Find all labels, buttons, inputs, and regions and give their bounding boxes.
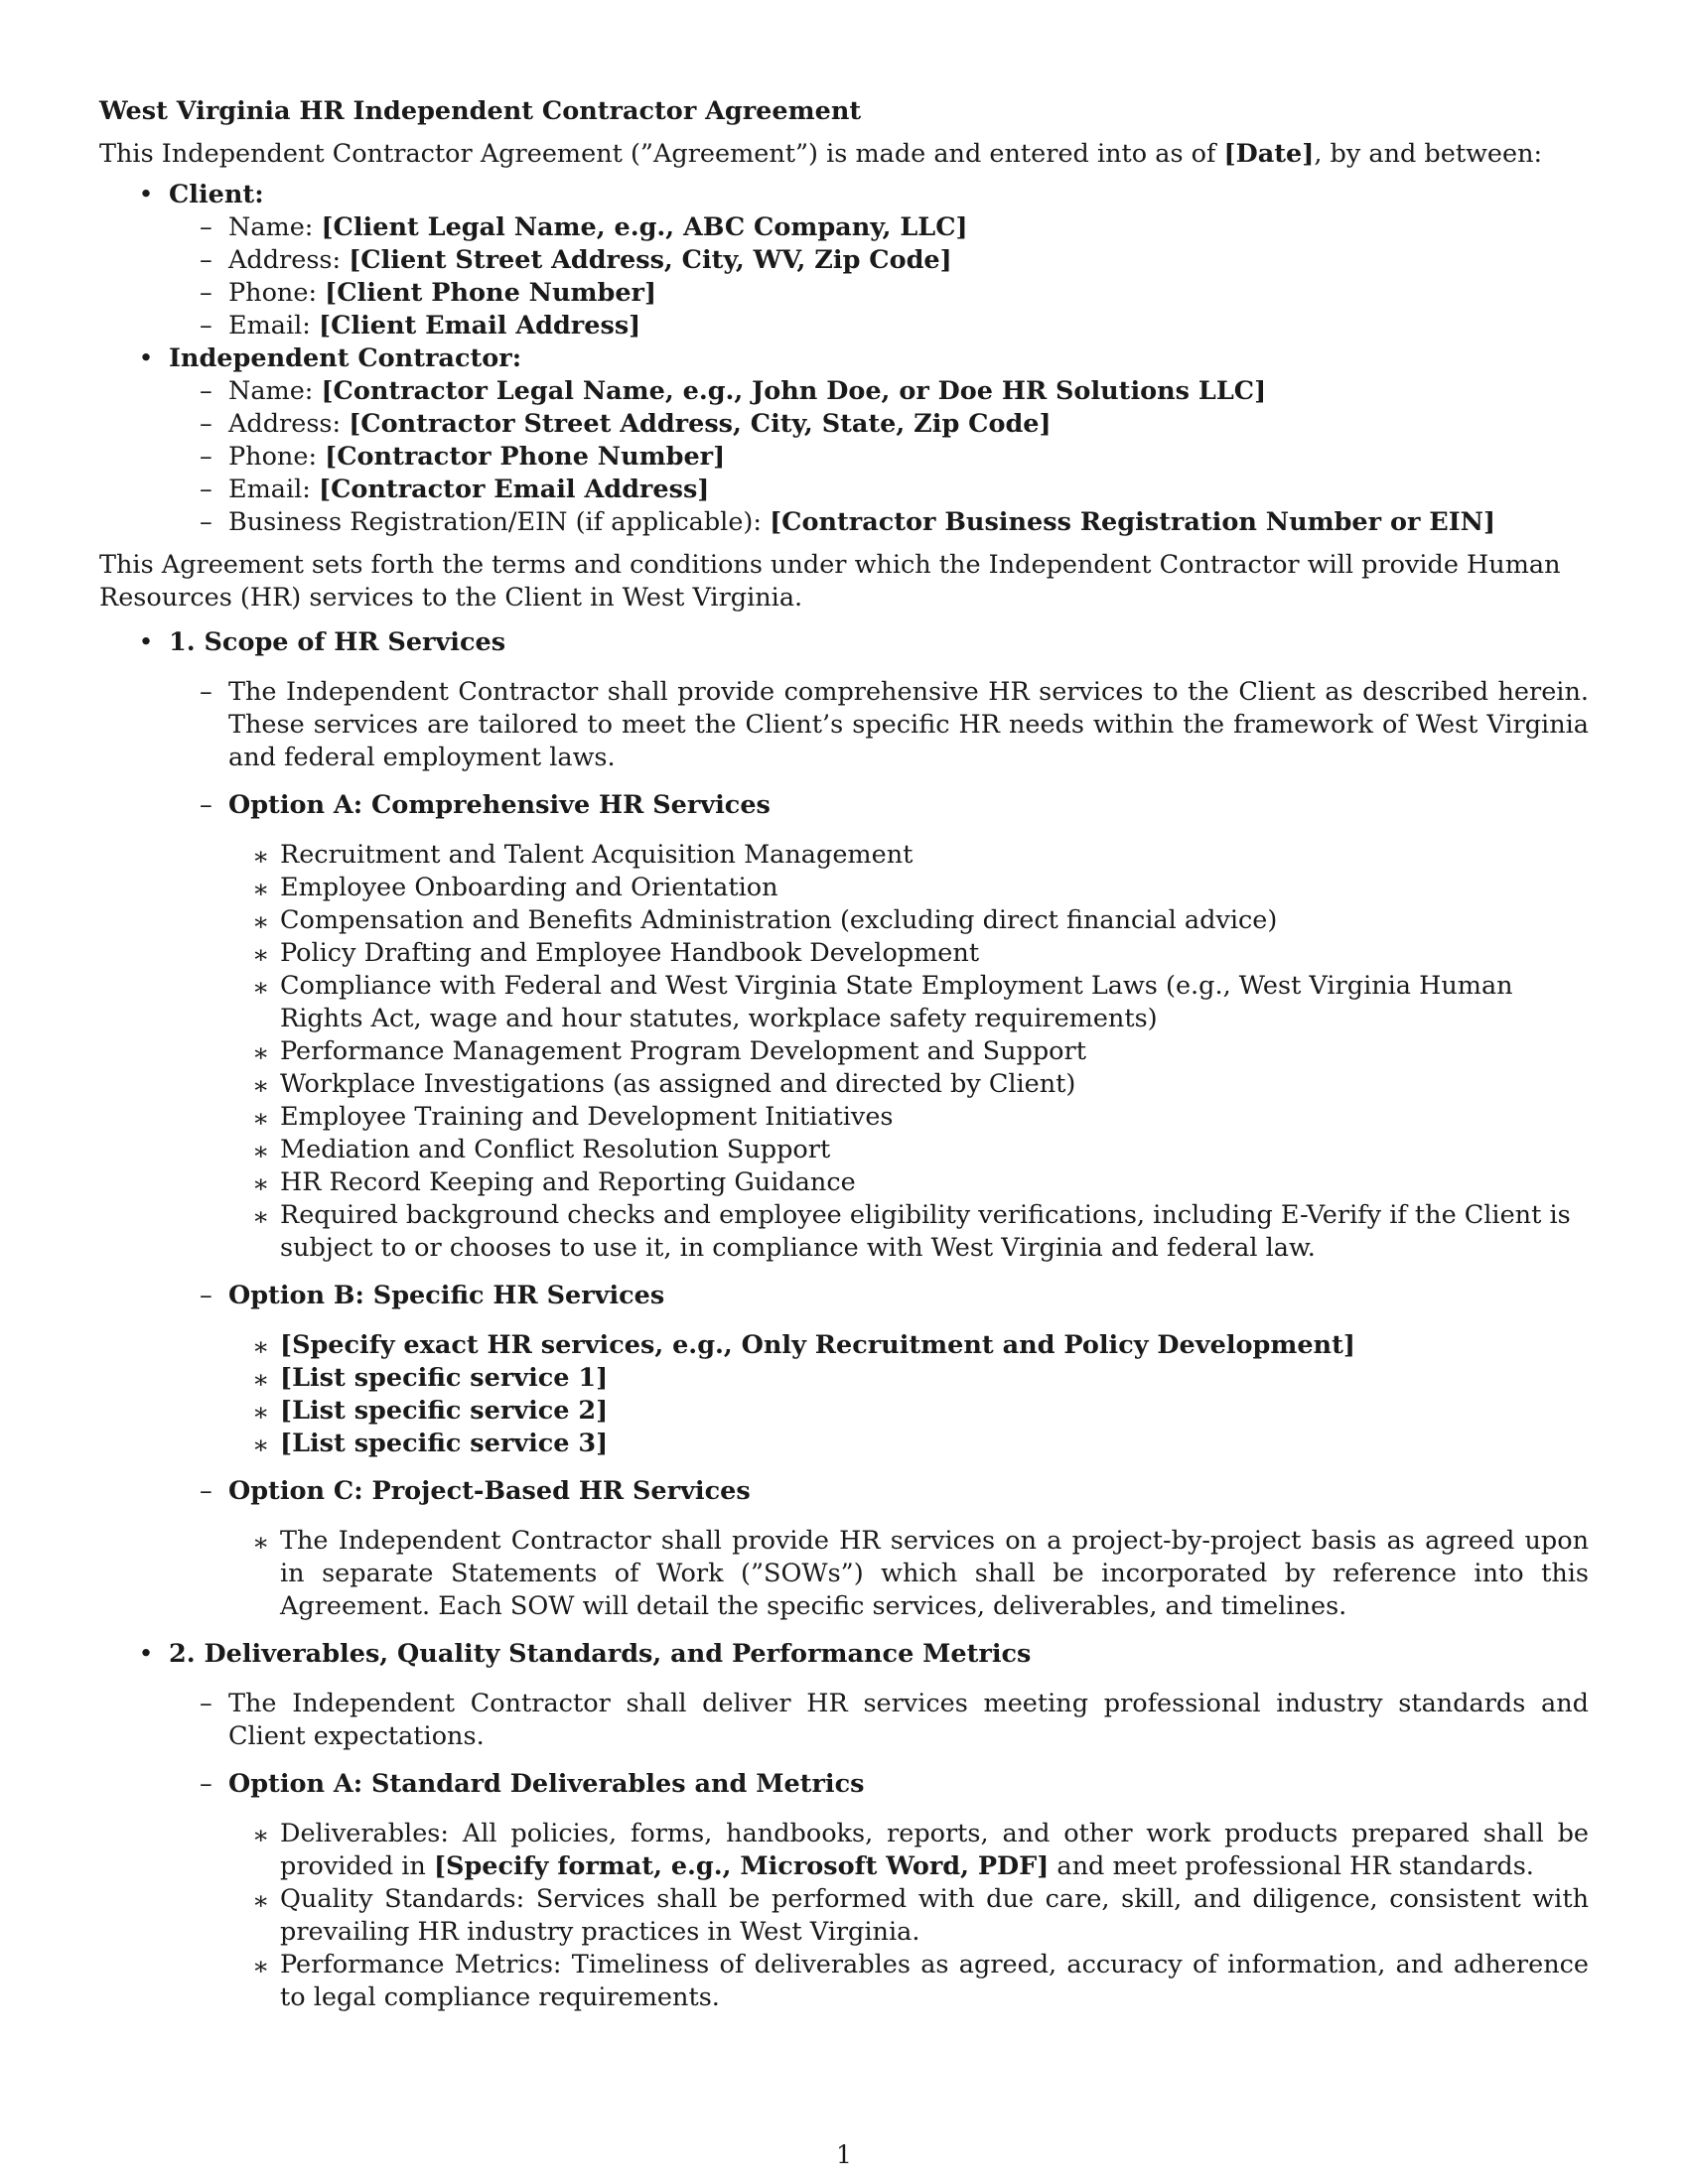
client-address-field bbox=[200, 244, 1589, 277]
field-label: Name: bbox=[228, 212, 322, 242]
field-value: [Contractor Legal Name, e.g., John Doe, or Doe HR Solutions LLC] bbox=[321, 376, 1267, 406]
field-label: Name: bbox=[228, 376, 322, 406]
item-text: [List specific service 2] bbox=[280, 1396, 609, 1426]
item-text: Performance Metrics: Timeliness of deliverables as agreed, accuracy of information, and adherence to legal compliance requirements. bbox=[280, 1950, 1589, 2012]
item-text: Performance Management Program Development and Support bbox=[280, 1036, 1086, 1066]
asterisk-icon: ∗ bbox=[252, 1202, 270, 1232]
list-item bbox=[252, 1395, 1589, 1428]
bullet-icon: • bbox=[138, 1639, 154, 1669]
option-c bbox=[200, 1475, 1589, 1623]
dash-icon: – bbox=[200, 507, 212, 537]
field-label: Address: bbox=[228, 409, 350, 439]
list-item bbox=[252, 1525, 1589, 1623]
intro-paragraph bbox=[99, 138, 1589, 171]
asterisk-icon: ∗ bbox=[252, 1821, 270, 1850]
field-label: Email: bbox=[228, 311, 320, 341]
option-items bbox=[228, 1818, 1589, 2014]
asterisk-icon: ∗ bbox=[252, 1365, 270, 1395]
option-items bbox=[228, 839, 1589, 1265]
field-label: Phone: bbox=[228, 442, 326, 472]
field-value: [Contractor Business Registration Number or EIN] bbox=[770, 507, 1496, 537]
intro-text: This Independent Contractor Agreement (”Agreement”) is made and entered into as of bbox=[99, 139, 1224, 169]
dash-icon: – bbox=[200, 790, 212, 820]
list-item bbox=[252, 1101, 1589, 1134]
client-phone-field bbox=[200, 277, 1589, 310]
item-text: [Specify exact HR services, e.g., Only Recruitment and Policy Development] bbox=[280, 1330, 1355, 1360]
item-text: and meet professional HR standards. bbox=[1049, 1851, 1534, 1881]
field-value: [Client Email Address] bbox=[319, 311, 641, 341]
asterisk-icon: ∗ bbox=[252, 1431, 270, 1460]
item-text: Required background checks and employee eligibility verifications, including E-Verify if the Client is subject to or chooses to use it, in compliance with West Virginia and federal law. bbox=[280, 1200, 1571, 1263]
asterisk-icon: ∗ bbox=[252, 907, 270, 937]
asterisk-icon: ∗ bbox=[252, 1169, 270, 1199]
list-item bbox=[252, 1166, 1589, 1199]
dash-icon: – bbox=[200, 278, 212, 308]
option-heading: Option A: Standard Deliverables and Metrics bbox=[228, 1769, 865, 1799]
item-text: Quality Standards: Services shall be performed with due care, skill, and diligence, consistent with prevailing HR industry practices in West Virginia. bbox=[280, 1884, 1589, 1947]
client-fields bbox=[169, 211, 1589, 342]
date-placeholder: [Date] bbox=[1223, 139, 1315, 169]
list-item bbox=[252, 1199, 1589, 1265]
section-scope bbox=[138, 626, 1589, 1623]
field-value: [Client Legal Name, e.g., ABC Company, LLC] bbox=[321, 212, 968, 242]
dash-icon: – bbox=[200, 409, 212, 439]
purpose-paragraph: This Agreement sets forth the terms and conditions under which the Independent Contractor will provide Human Resources (HR) services to the Client in West Virginia. bbox=[99, 550, 1561, 613]
document-page bbox=[99, 95, 1589, 2029]
dash-icon: – bbox=[200, 1689, 212, 1718]
asterisk-icon: ∗ bbox=[252, 1528, 270, 1558]
asterisk-icon: ∗ bbox=[252, 1137, 270, 1166]
dash-icon: – bbox=[200, 677, 212, 707]
item-text: Deliverables: All policies, forms, handbooks, reports, and other work products prepared shall be provided in bbox=[280, 1819, 1589, 1881]
party-label: Client: bbox=[169, 180, 264, 209]
party-client bbox=[138, 179, 1589, 342]
dash-icon: – bbox=[200, 442, 212, 472]
list-item bbox=[252, 839, 1589, 872]
intro-text-end: , by and between: bbox=[1314, 139, 1543, 169]
asterisk-icon: ∗ bbox=[252, 1886, 270, 1916]
section-deliverables bbox=[138, 1638, 1589, 2014]
document-title: West Virginia HR Independent Contractor Agreement bbox=[99, 96, 862, 126]
option-a bbox=[200, 789, 1589, 1265]
contractor-ein-field bbox=[200, 506, 1589, 539]
client-name-field bbox=[200, 211, 1589, 244]
dash-icon: – bbox=[200, 245, 212, 275]
list-item bbox=[252, 937, 1589, 970]
section-body bbox=[169, 1688, 1589, 2014]
asterisk-icon: ∗ bbox=[252, 1104, 270, 1134]
item-text: HR Record Keeping and Reporting Guidance bbox=[280, 1167, 856, 1197]
parties-list bbox=[99, 179, 1589, 539]
item-text: Recruitment and Talent Acquisition Management bbox=[280, 840, 914, 870]
format-placeholder: [Specify format, e.g., Microsoft Word, PDF] bbox=[433, 1851, 1050, 1881]
dash-icon: – bbox=[200, 376, 212, 406]
asterisk-icon: ∗ bbox=[252, 1038, 270, 1068]
list-item bbox=[252, 1883, 1589, 1949]
field-value: [Contractor Phone Number] bbox=[325, 442, 726, 472]
field-label: Address: bbox=[228, 245, 350, 275]
item-text: [List specific service 1] bbox=[280, 1363, 609, 1393]
asterisk-icon: ∗ bbox=[252, 1332, 270, 1362]
dash-icon: – bbox=[200, 1281, 212, 1310]
list-item bbox=[252, 1068, 1589, 1101]
list-item bbox=[252, 1035, 1589, 1068]
field-value: [Contractor Street Address, City, State, Zip Code] bbox=[349, 409, 1052, 439]
sections-list bbox=[99, 626, 1589, 2014]
section-text bbox=[200, 676, 1589, 774]
page-number: 1 bbox=[836, 2140, 852, 2169]
option-heading: Option C: Project-Based HR Services bbox=[228, 1476, 751, 1506]
field-label: Business Registration/EIN (if applicable): bbox=[228, 507, 771, 537]
list-item bbox=[252, 904, 1589, 937]
option-heading: Option B: Specific HR Services bbox=[228, 1281, 665, 1310]
field-value: [Contractor Email Address] bbox=[319, 475, 710, 504]
item-text: The Independent Contractor shall provide HR services on a project-by-project basis as agreed upon in separate Statements of Work (”SOWs”) which shall be incorporated by reference into this Agreement. Each SOW will detail the specific services, deliverables, and timelines. bbox=[280, 1526, 1589, 1621]
item-text: Compliance with Federal and West Virginia State Employment Laws (e.g., West Virginia Human Rights Act, wage and hour statutes, workplace safety requirements) bbox=[280, 971, 1513, 1033]
item-text: Workplace Investigations (as assigned and directed by Client) bbox=[280, 1069, 1076, 1099]
section-text bbox=[200, 1688, 1589, 1753]
list-item bbox=[252, 1362, 1589, 1395]
list-item bbox=[252, 1949, 1589, 2014]
contractor-email-field bbox=[200, 474, 1589, 506]
asterisk-icon: ∗ bbox=[252, 1398, 270, 1428]
field-value: [Client Phone Number] bbox=[325, 278, 657, 308]
contractor-name-field bbox=[200, 375, 1589, 408]
contractor-phone-field bbox=[200, 441, 1589, 474]
section-description: The Independent Contractor shall deliver HR services meeting professional industry standards and Client expectations. bbox=[228, 1689, 1589, 1751]
asterisk-icon: ∗ bbox=[252, 940, 270, 970]
dash-icon: – bbox=[200, 1476, 212, 1506]
dash-icon: – bbox=[200, 1769, 212, 1799]
dash-icon: – bbox=[200, 311, 212, 341]
list-item bbox=[252, 1329, 1589, 1362]
item-text: [List specific service 3] bbox=[280, 1429, 609, 1458]
list-item bbox=[252, 1818, 1589, 1883]
asterisk-icon: ∗ bbox=[252, 1952, 270, 1981]
list-item bbox=[252, 872, 1589, 904]
party-label: Independent Contractor: bbox=[169, 343, 522, 373]
field-label: Email: bbox=[228, 475, 320, 504]
field-label: Phone: bbox=[228, 278, 326, 308]
bullet-icon: • bbox=[138, 180, 154, 209]
item-text: Compensation and Benefits Administration (excluding direct financial advice) bbox=[280, 905, 1278, 935]
item-text: Employee Onboarding and Orientation bbox=[280, 873, 778, 902]
list-item bbox=[252, 970, 1589, 1035]
option-b bbox=[200, 1280, 1589, 1460]
option-heading: Option A: Comprehensive HR Services bbox=[228, 790, 771, 820]
section-heading: 1. Scope of HR Services bbox=[169, 627, 506, 657]
field-value: [Client Street Address, City, WV, Zip Code] bbox=[349, 245, 952, 275]
asterisk-icon: ∗ bbox=[252, 973, 270, 1003]
party-contractor bbox=[138, 342, 1589, 539]
item-text: Employee Training and Development Initiatives bbox=[280, 1102, 894, 1132]
bullet-icon: • bbox=[138, 627, 154, 657]
option-items bbox=[228, 1525, 1589, 1623]
item-text: Policy Drafting and Employee Handbook Development bbox=[280, 938, 980, 968]
item-text: Mediation and Conflict Resolution Support bbox=[280, 1135, 831, 1164]
list-item bbox=[252, 1428, 1589, 1460]
option-items bbox=[228, 1329, 1589, 1460]
option-a bbox=[200, 1768, 1589, 2014]
client-email-field bbox=[200, 310, 1589, 342]
bullet-icon: • bbox=[138, 343, 154, 373]
section-description: The Independent Contractor shall provide comprehensive HR services to the Client as described herein. These services are tailored to meet the Client’s specific HR needs within the framework of West Virginia and federal employment laws. bbox=[228, 677, 1589, 772]
contractor-address-field bbox=[200, 408, 1589, 441]
list-item bbox=[252, 1134, 1589, 1166]
section-body bbox=[169, 676, 1589, 1623]
dash-icon: – bbox=[200, 212, 212, 242]
contractor-fields bbox=[169, 375, 1589, 539]
asterisk-icon: ∗ bbox=[252, 875, 270, 904]
dash-icon: – bbox=[200, 475, 212, 504]
section-heading: 2. Deliverables, Quality Standards, and Performance Metrics bbox=[169, 1639, 1032, 1669]
asterisk-icon: ∗ bbox=[252, 842, 270, 872]
asterisk-icon: ∗ bbox=[252, 1071, 270, 1101]
